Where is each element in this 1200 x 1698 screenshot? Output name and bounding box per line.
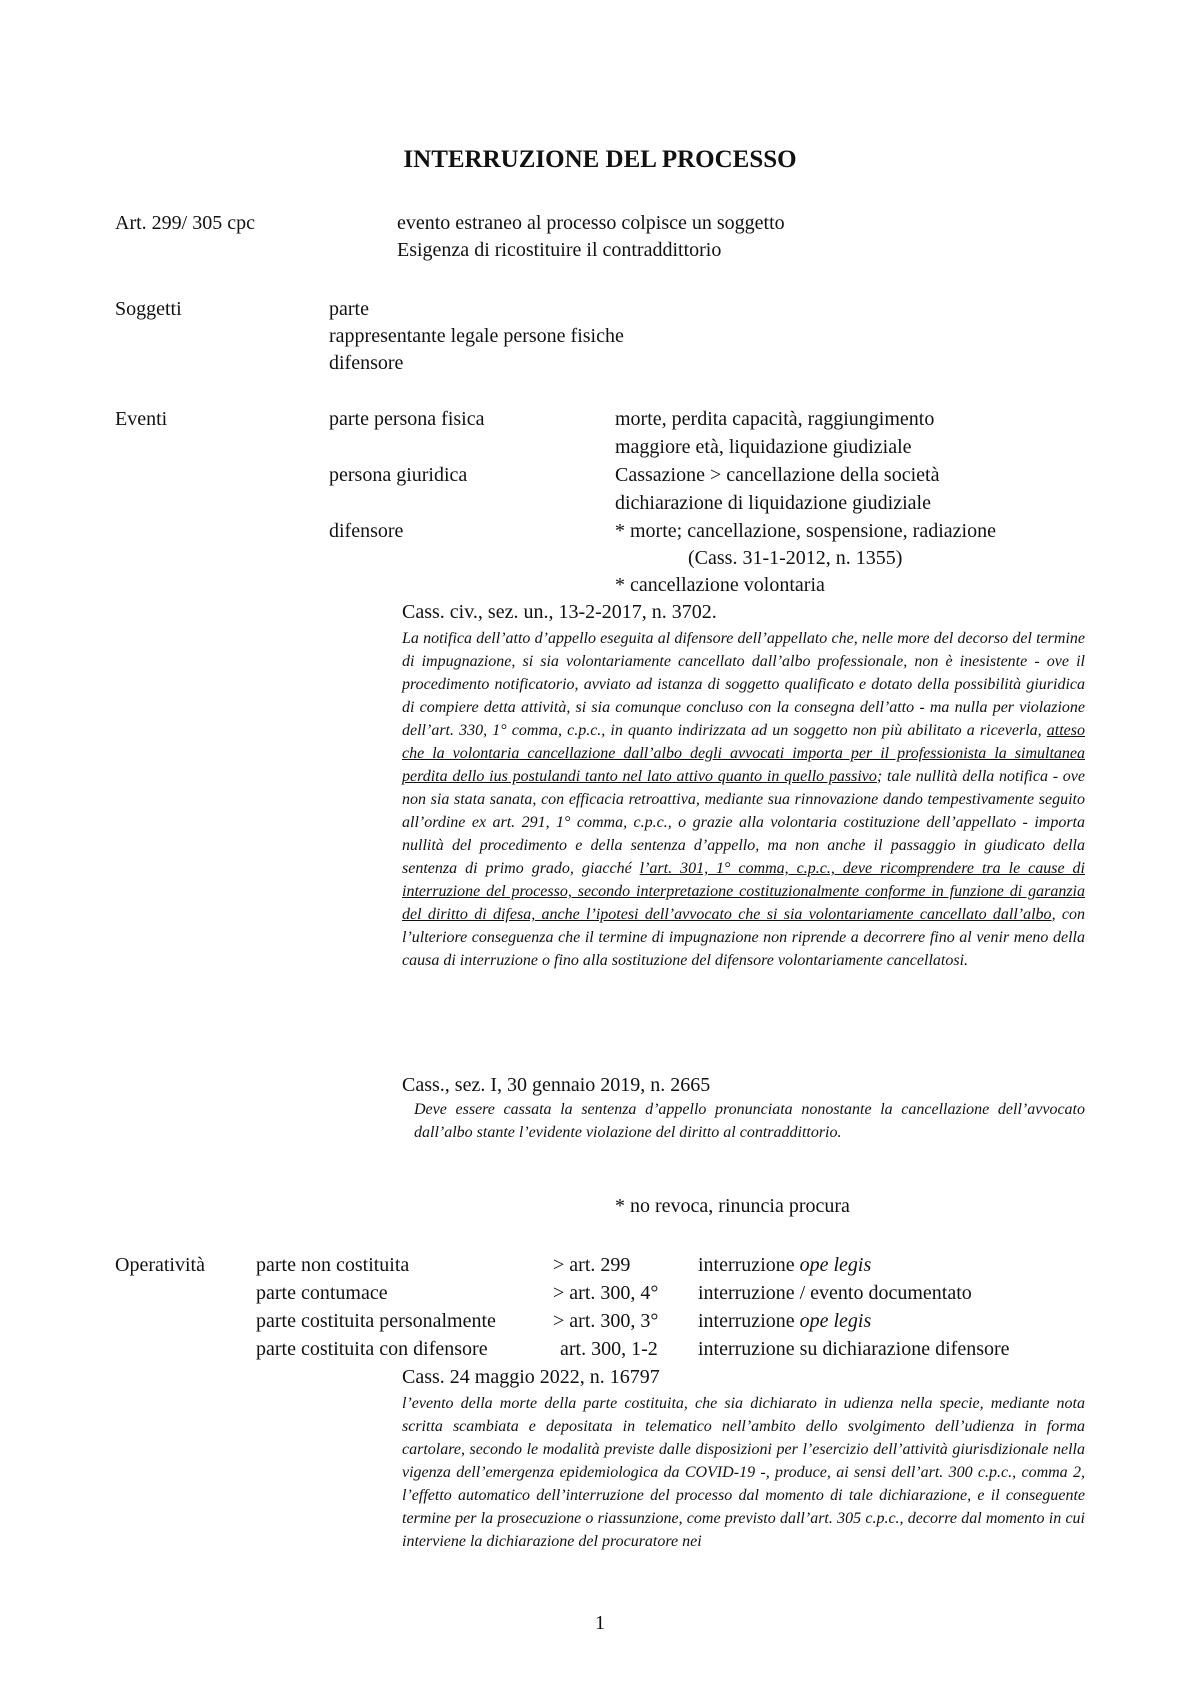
page-title: INTERRUZIONE DEL PROCESSO	[403, 146, 797, 173]
operativita-article: > art. 300, 3°	[553, 1310, 659, 1332]
soggetti-label: Soggetti	[115, 298, 182, 320]
art-line-1: evento estraneo al processo colpisce un soggetto	[397, 212, 785, 234]
case-quote	[402, 1392, 1085, 1576]
operativita-effect: interruzione su dichiarazione difensore	[698, 1338, 1010, 1360]
operativita-effect	[698, 1252, 871, 1279]
effect-latin: ope legis	[799, 1310, 872, 1332]
effect-text: interruzione	[698, 1254, 800, 1276]
case-quote	[402, 627, 1085, 972]
quote-text: , con l’ulteriore conseguenza che il termine di impugnazione non riprende a decorrere fino al venir meno della causa di interruzione o fino alla sostituzione del difensore volontariamente cancellatosi.	[402, 906, 1085, 969]
soggetti-item: rappresentante legale persone fisiche	[329, 325, 624, 347]
operativita-case: parte costituita personalmente	[256, 1310, 496, 1332]
evento-desc: dichiarazione di liquidazione giudiziale	[615, 492, 931, 514]
case-heading: Cass. civ., sez. un., 13-2-2017, n. 3702.	[402, 601, 717, 623]
evento-desc: morte, perdita capacità, raggiungimento	[615, 408, 935, 430]
soggetti-item: difensore	[329, 352, 404, 374]
evento-desc: Cassazione > cancellazione della società	[615, 464, 940, 486]
quote-underlined: l’art. 301, 1° comma, c.p.c., deve ricomprendere tra le cause di interruzione del processo, secondo interpretazione costituzionalmente conforme in funzione di garanzia del diritto di difesa, anche l’ipotesi dell’avvocato che si sia volontariamente cancellato dall’albo	[402, 860, 1086, 923]
evento-term: parte persona fisica	[329, 408, 485, 430]
operativita-article: art. 300, 1-2	[560, 1338, 658, 1360]
eventi-label: Eventi	[115, 408, 168, 430]
evento-desc: * cancellazione volontaria	[615, 574, 825, 596]
effect-text: interruzione	[698, 1310, 800, 1332]
evento-desc: maggiore età, liquidazione giudiziale	[615, 436, 912, 458]
operativita-case: parte non costituita	[256, 1254, 410, 1276]
operativita-effect: interruzione / evento documentato	[698, 1282, 972, 1304]
art-line-2: Esigenza di ricostituire il contraddittorio	[397, 239, 722, 261]
page-number: 1	[595, 1612, 605, 1634]
quote-text: ; tale nullità della notifica - ove non sia stata sanata, con efficacia retroattiva, mediante sua rinnovazione dando tempestivamente seguito all’ordine ex art. 291, 1° comma, c.p.c., o grazie alla volontaria costituzione dell’appellato - importa nullità del procedimento e della sentenza d’appello, ma non anche il passaggio in giudicato della sentenza di primo grado, giacché	[402, 768, 1085, 877]
evento-term: persona giuridica	[329, 464, 468, 486]
case-heading: Cass., sez. I, 30 gennaio 2019, n. 2665	[402, 1074, 711, 1096]
art-label: Art. 299/ 305 cpc	[115, 212, 255, 234]
operativita-effect	[698, 1308, 871, 1335]
operativita-case: parte costituita con difensore	[256, 1338, 488, 1360]
operativita-case: parte contumace	[256, 1282, 388, 1304]
soggetti-item: parte	[329, 298, 369, 320]
evento-citation: (Cass. 31-1-2012, n. 1355)	[688, 547, 903, 569]
operativita-article: > art. 299	[553, 1254, 631, 1276]
quote-underlined: atteso che la volontaria cancellazione dall’albo degli avvocati importa per il professionista la simultanea perdita dello ius postulandi tanto nel lato attivo quanto in quello passivo	[402, 722, 1085, 785]
evento-term: difensore	[329, 520, 404, 542]
operativita-label: Operatività	[115, 1254, 205, 1276]
quote-text: l’evento della morte della parte costituita, che sia dichiarato in udienza nella specie, mediante nota scritta scambiata e depositata in telematico nell’ambito dello svolgimento dell’udienza in forma cartolare, secondo le modalità previste dalle disposizioni per l’esercizio dell’attività giurisdizionale nella vigenza dell’emergenza epidemiologica da COVID-19 -, produce, ai sensi dell’art. 300 c.p.c., comma 2, l’effetto automatico dell’interruzione del processo dal momento di tale dichiarazione, e il conseguente termine per la prosecuzione o riassunzione, come previsto dall’art. 305 c.p.c., decorre dal momento in cui interviene la dichiarazione del procuratore nei	[402, 1395, 1085, 1550]
evento-desc: * morte; cancellazione, sospensione, radiazione	[615, 520, 996, 542]
quote-text: Deve essere cassata la sentenza d’appello pronunciata nonostante la cancellazione dell’avvocato dall’albo stante l’evidente violazione del diritto al contraddittorio.	[414, 1101, 1085, 1141]
operativita-article: > art. 300, 4°	[553, 1282, 659, 1304]
effect-latin: ope legis	[799, 1254, 872, 1276]
revoca-note: * no revoca, rinuncia procura	[615, 1195, 850, 1217]
case-heading: Cass. 24 maggio 2022, n. 16797	[402, 1366, 660, 1388]
quote-text: La notifica dell’atto d’appello eseguita al difensore dell’appellato che, nelle more del decorso del termine di impugnazione, si sia volontariamente cancellato dall’albo professionale, non è inesistente - ove il procedimento notificatorio, avviato ad istanza di soggetto qualificato e dotato della possibilità giuridica di compiere detta attività, si sia comunque concluso con la consegna dell’atto - ma nulla per violazione dell’art. 330, 1° comma, c.p.c., in quanto indirizzata ad un soggetto non più abilitato a riceverla,	[402, 630, 1085, 739]
case-quote	[414, 1098, 1085, 1144]
